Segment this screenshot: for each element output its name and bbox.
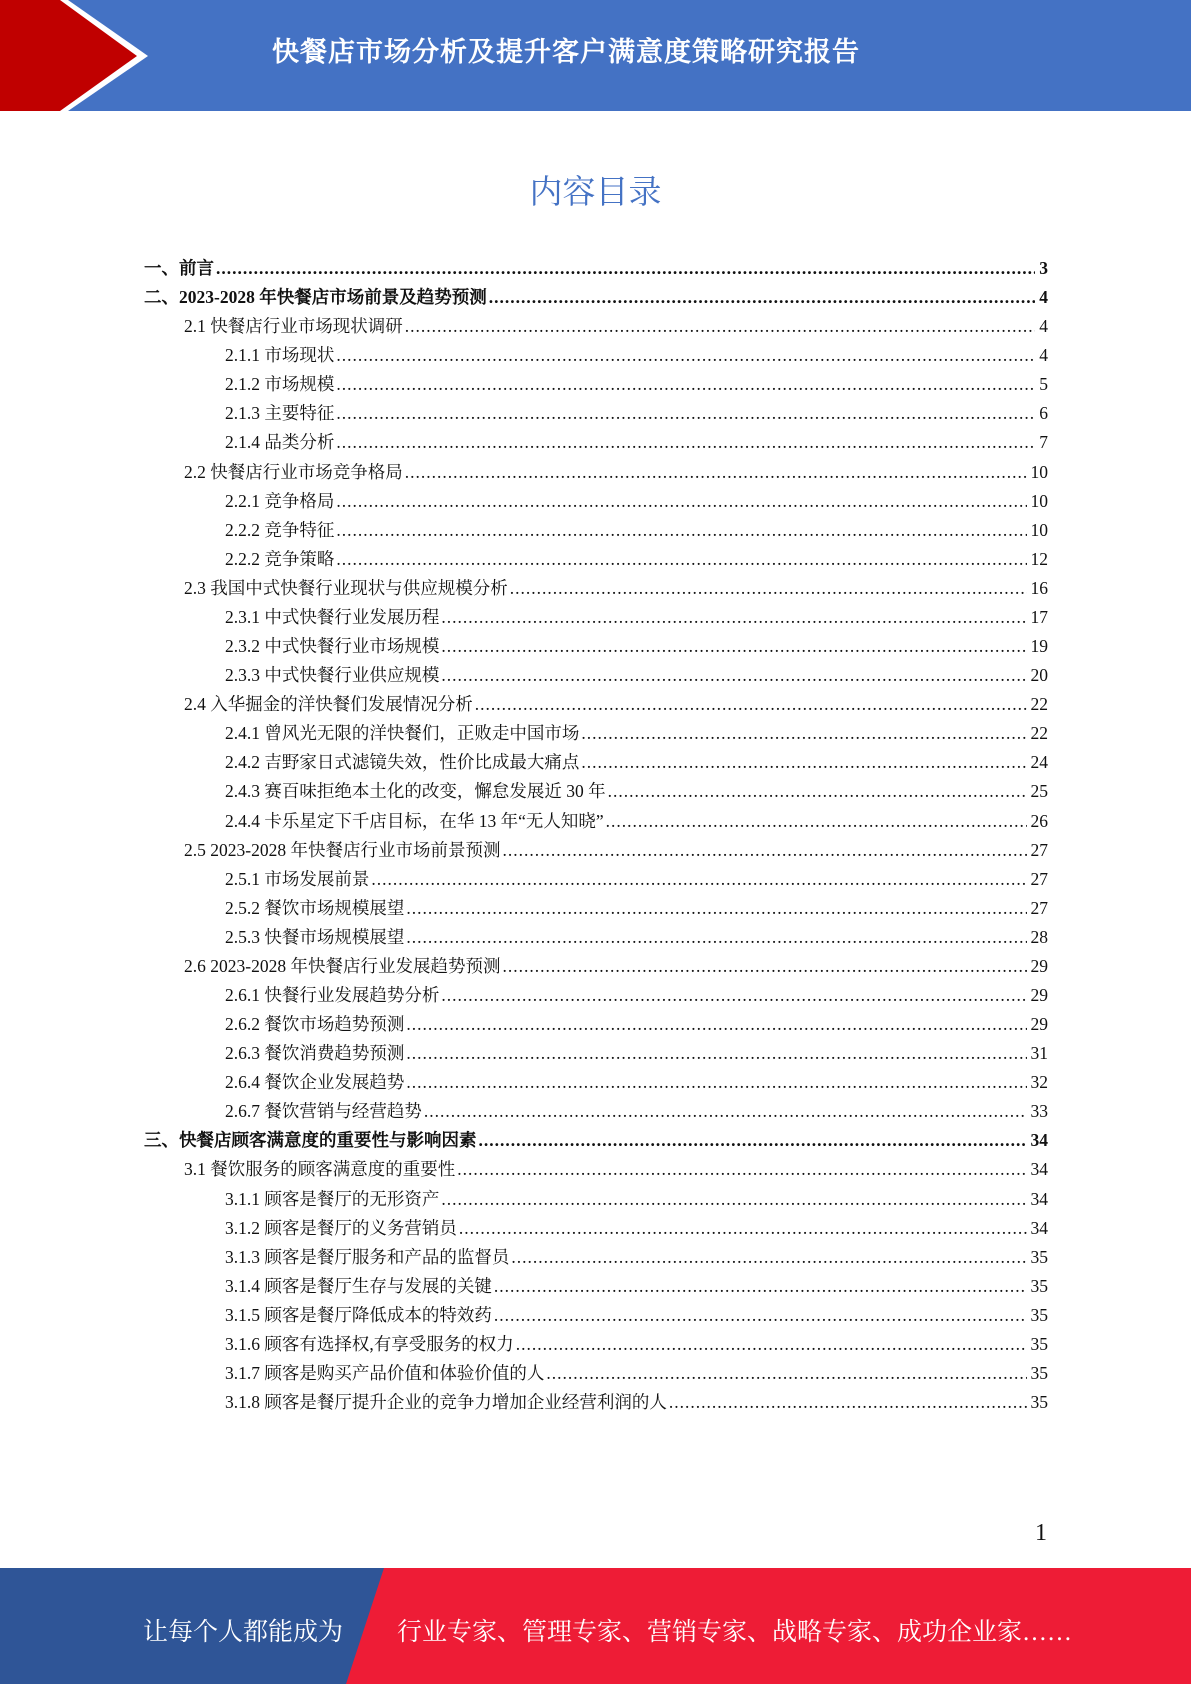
toc-entry[interactable] — [225, 546, 1048, 575]
report-title: 快餐店市场分析及提升客户满意度策略研究报告 — [272, 37, 860, 68]
toc-entry-label: 3.1.4 顾客是餐厅生存与发展的关键 — [225, 1275, 492, 1296]
toc-entry-label: 2.3 我国中式快餐行业现状与供应规模分析 — [184, 577, 508, 598]
dot-leader — [441, 665, 1026, 686]
toc-entry[interactable] — [225, 1244, 1048, 1273]
dot-leader — [336, 374, 1035, 395]
footer-slogan-right: 行业专家、管理专家、营销专家、战略专家、成功企业家…… — [397, 1619, 1073, 1646]
dot-leader — [336, 403, 1035, 424]
toc-entry-page: 4 — [1039, 287, 1048, 308]
dot-leader — [371, 869, 1026, 890]
dot-leader — [510, 578, 1027, 599]
toc-entry-page: 34 — [1030, 1188, 1048, 1209]
dot-leader — [336, 432, 1035, 453]
toc-entry[interactable] — [225, 1215, 1048, 1244]
toc-entry-page: 29 — [1030, 955, 1048, 976]
toc-entry[interactable] — [144, 1127, 1048, 1156]
toc-entry-page: 22 — [1030, 694, 1048, 715]
toc-entry-label: 2.3.2 中式快餐行业市场规模 — [225, 636, 440, 657]
toc-entry-label: 2.6.3 餐饮消费趋势预测 — [225, 1043, 405, 1064]
toc-entry-label: 2.6.4 餐饮企业发展趋势 — [225, 1072, 405, 1093]
toc-entry-page: 35 — [1030, 1333, 1048, 1354]
toc-entry[interactable] — [225, 1186, 1048, 1215]
dot-leader — [406, 898, 1026, 919]
dot-leader — [669, 1392, 1027, 1413]
toc-entry-page: 6 — [1039, 403, 1048, 424]
dot-leader — [502, 956, 1026, 977]
toc-entry-page: 27 — [1030, 897, 1048, 918]
toc-entry-page: 34 — [1030, 1159, 1048, 1180]
dot-leader — [606, 811, 1027, 832]
toc-entry[interactable] — [225, 604, 1048, 633]
toc-entry[interactable] — [225, 1302, 1048, 1331]
dot-leader — [336, 549, 1026, 570]
toc-entry-label: 2.3.1 中式快餐行业发展历程 — [225, 606, 440, 627]
toc-entry[interactable] — [144, 255, 1048, 284]
toc-entry-label: 2.4 入华掘金的洋快餐们发展情况分析 — [184, 694, 473, 715]
toc-entry-page: 34 — [1030, 1130, 1048, 1151]
dot-leader — [441, 636, 1026, 657]
toc-entry[interactable] — [144, 284, 1048, 313]
toc-entry[interactable] — [225, 517, 1048, 546]
toc-entry-label: 3.1.5 顾客是餐厅降低成本的特效药 — [225, 1304, 492, 1325]
toc-entry[interactable] — [225, 488, 1048, 517]
toc-entry[interactable] — [225, 749, 1048, 778]
toc-entry-label: 2.3.3 中式快餐行业供应规模 — [225, 665, 440, 686]
footer-slogan-left: 让每个人都能成为 — [143, 1619, 344, 1646]
toc-entry-page: 27 — [1030, 839, 1048, 860]
dot-leader — [608, 781, 1027, 802]
toc-entry-label: 3.1 餐饮服务的顾客满意度的重要性 — [184, 1159, 456, 1180]
toc-entry-page: 22 — [1030, 723, 1048, 744]
toc-entry-label: 2.5 2023-2028 年快餐店行业市场前景预测 — [184, 839, 501, 860]
toc-entry-label: 2.5.1 市场发展前景 — [225, 868, 370, 889]
toc-entry-label: 2.1.3 主要特征 — [225, 403, 335, 424]
toc-entry-page: 29 — [1030, 985, 1048, 1005]
dot-leader — [406, 927, 1026, 948]
dot-leader — [441, 985, 1026, 1006]
toc-entry-page: 29 — [1030, 1014, 1048, 1035]
toc-title: 内容目录 — [529, 172, 662, 211]
toc-entry[interactable] — [225, 982, 1048, 1011]
toc-entry[interactable] — [225, 1331, 1048, 1360]
toc-entry-page: 17 — [1030, 606, 1048, 627]
toc-entry-label: 2.1.4 品类分析 — [225, 432, 335, 453]
toc-entry[interactable] — [225, 1069, 1048, 1098]
toc-entry[interactable] — [225, 866, 1048, 895]
dot-leader — [336, 520, 1026, 541]
dot-leader — [405, 462, 1027, 483]
arrow-logo-icon — [0, 0, 160, 111]
toc-entry-page: 10 — [1030, 519, 1048, 540]
toc-entry-page: 35 — [1030, 1246, 1048, 1267]
dot-leader — [511, 1247, 1026, 1268]
toc-entry[interactable] — [225, 342, 1048, 371]
toc-entry-page: 12 — [1030, 548, 1048, 569]
dot-leader — [406, 1043, 1026, 1064]
toc-entry[interactable] — [225, 720, 1048, 749]
toc-entry-page: 28 — [1030, 926, 1048, 947]
toc-entry-label: 3.1.1 顾客是餐厅的无形资产 — [225, 1188, 440, 1209]
dot-leader — [336, 345, 1035, 366]
toc-entry-label: 一、前言 — [144, 258, 214, 278]
dot-leader — [406, 1014, 1026, 1035]
toc-entry-label: 2.5.2 餐饮市场规模展望 — [225, 897, 405, 918]
dot-leader — [441, 607, 1026, 628]
dot-leader — [475, 694, 1027, 715]
toc-entry[interactable] — [184, 313, 1048, 342]
toc-entry-page: 33 — [1030, 1101, 1048, 1122]
dot-leader — [336, 491, 1026, 512]
toc-entry[interactable] — [225, 662, 1048, 691]
dot-leader — [457, 1159, 1026, 1180]
toc-entry-page: 24 — [1030, 752, 1048, 773]
toc-entry-label: 2.1.2 市场规模 — [225, 374, 335, 395]
toc-entry[interactable] — [184, 837, 1048, 866]
dot-leader — [216, 258, 1035, 279]
toc-entry-page: 35 — [1030, 1363, 1048, 1384]
dot-leader — [502, 840, 1026, 861]
toc-entry-page: 35 — [1030, 1304, 1048, 1325]
toc-entry-label: 2.2.1 竞争格局 — [225, 490, 335, 511]
toc-entry[interactable] — [225, 400, 1048, 429]
page-header — [0, 0, 1191, 111]
toc-entry-page: 7 — [1039, 432, 1048, 453]
toc-entry-label: 2.2 快餐店行业市场竞争格局 — [184, 461, 403, 482]
toc-entry-label: 2.6.7 餐饮营销与经营趋势 — [225, 1101, 422, 1122]
dot-leader — [581, 723, 1026, 744]
toc-entry-page: 10 — [1030, 490, 1048, 511]
dot-leader — [424, 1101, 1027, 1122]
toc-entry-page: 35 — [1030, 1392, 1048, 1413]
dot-leader — [494, 1276, 1027, 1297]
dot-leader — [494, 1305, 1027, 1326]
page-footer — [0, 1568, 1191, 1684]
toc-entry[interactable] — [225, 633, 1048, 662]
toc-entry-label: 2.4.1 曾风光无限的洋快餐们，正败走中国市场 — [225, 723, 580, 744]
toc-entry-label: 3.1.3 顾客是餐厅服务和产品的监督员 — [225, 1246, 510, 1267]
toc-entry[interactable] — [225, 924, 1048, 953]
toc-entry-page: 5 — [1039, 374, 1048, 395]
toc-entry-label: 2.4.3 赛百味拒绝本土化的改变，懈怠发展近 30 年 — [225, 781, 606, 802]
toc-entry-page: 4 — [1039, 345, 1048, 366]
toc-entry-label: 3.1.6 顾客有选择权,有享受服务的权力 — [225, 1333, 514, 1354]
toc-entry[interactable] — [225, 371, 1048, 400]
toc-entry-label: 2.1 快餐店行业市场现状调研 — [184, 316, 403, 337]
toc-entry[interactable] — [225, 1040, 1048, 1069]
dot-leader — [581, 752, 1026, 773]
toc-entry-page: 19 — [1030, 636, 1048, 657]
toc-entry[interactable] — [225, 1098, 1048, 1127]
toc-entry[interactable] — [184, 575, 1048, 604]
toc-entry[interactable] — [184, 459, 1048, 488]
toc-entry[interactable] — [184, 1156, 1048, 1185]
page-number: 1 — [1035, 1520, 1047, 1546]
toc-entry[interactable] — [225, 1360, 1048, 1389]
dot-leader — [489, 287, 1036, 308]
toc-entry-label: 2.4.2 吉野家日式滤镜失效，性价比成最大痛点 — [225, 752, 580, 773]
toc-entry[interactable] — [225, 808, 1048, 837]
toc-entry-label: 三、快餐店顾客满意度的重要性与影响因素 — [144, 1130, 477, 1151]
toc-entry[interactable] — [225, 1273, 1048, 1302]
toc-entry[interactable] — [225, 1389, 1048, 1418]
dot-leader — [441, 1189, 1026, 1210]
toc-entry-label: 2.6.2 餐饮市场趋势预测 — [225, 1014, 405, 1035]
toc-entry-label: 2.1.1 市场现状 — [225, 345, 335, 366]
toc-entry-page: 3 — [1039, 258, 1048, 278]
toc-entry-page: 10 — [1030, 461, 1048, 482]
toc-entry-page: 26 — [1030, 810, 1048, 831]
toc-entry-page: 34 — [1030, 1217, 1048, 1238]
toc-entry-label: 2.4.4 卡乐星定下千店目标，在华 13 年“无人知晓” — [225, 810, 604, 831]
dot-leader — [546, 1363, 1026, 1384]
toc-entry-label: 2.6.1 快餐行业发展趋势分析 — [225, 985, 440, 1005]
toc-entry-page: 31 — [1030, 1043, 1048, 1064]
toc-entry-label: 3.1.7 顾客是购买产品价值和体验价值的人 — [225, 1363, 545, 1384]
dot-leader — [516, 1334, 1027, 1355]
toc-entry[interactable] — [225, 1011, 1048, 1040]
toc-entry[interactable] — [225, 429, 1048, 458]
dot-leader — [479, 1130, 1027, 1151]
toc-entry[interactable] — [225, 778, 1048, 807]
toc-entry-label: 2.2.2 竞争特征 — [225, 519, 335, 540]
toc-entry-label: 二、2023-2028 年快餐店市场前景及趋势预测 — [144, 287, 487, 308]
toc-entry[interactable] — [225, 895, 1048, 924]
toc-entry-label: 3.1.8 顾客是餐厅提升企业的竞争力增加企业经营利润的人 — [225, 1392, 667, 1413]
toc-entry-page: 16 — [1030, 577, 1048, 598]
dot-leader — [405, 316, 1036, 337]
toc-entry-label: 2.2.2 竞争策略 — [225, 548, 335, 569]
toc-entry-label: 2.6 2023-2028 年快餐店行业发展趋势预测 — [184, 955, 501, 976]
toc-entry[interactable] — [184, 953, 1048, 982]
dot-leader — [406, 1072, 1026, 1093]
toc-entry-label: 2.5.3 快餐市场规模展望 — [225, 926, 405, 947]
toc-entry-page: 35 — [1030, 1275, 1048, 1296]
dot-leader — [459, 1218, 1027, 1239]
toc-entry-page: 4 — [1039, 316, 1048, 337]
toc-entry-page: 20 — [1030, 665, 1048, 686]
toc-entry[interactable] — [184, 691, 1048, 720]
toc-entry-page: 25 — [1030, 781, 1048, 802]
toc-entry-page: 32 — [1030, 1072, 1048, 1093]
toc-entry-label: 3.1.2 顾客是餐厅的义务营销员 — [225, 1217, 457, 1238]
toc-entry-page: 27 — [1030, 868, 1048, 889]
